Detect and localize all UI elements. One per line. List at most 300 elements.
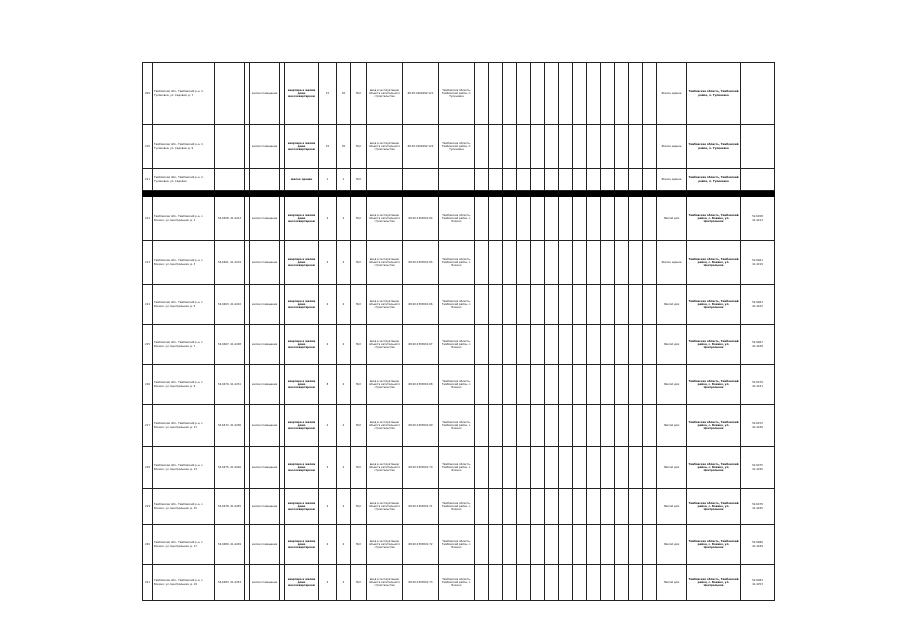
empty-cell bbox=[573, 169, 587, 191]
empty-cell bbox=[587, 525, 601, 565]
empty-cell bbox=[643, 325, 657, 365]
coordinates-cell: 52.6483, 41.4253 bbox=[215, 565, 245, 601]
unit-cell: М/2 bbox=[351, 241, 367, 285]
owner-cell: Тамбовская область, Тамбовский район, п. Тулиновка bbox=[687, 63, 741, 125]
row-number: 213 bbox=[143, 241, 153, 285]
empty-cell bbox=[503, 63, 517, 125]
latitude: 52.6470 bbox=[752, 381, 763, 385]
empty-cell bbox=[503, 285, 517, 325]
longitude: 41.4240 bbox=[752, 467, 763, 471]
empty-cell bbox=[475, 405, 489, 447]
location-cell: Тамбовская область, Тамбовский район, с. Бокино bbox=[439, 365, 475, 405]
object-type-cell: квартира в жилом доме многоквартирном bbox=[285, 447, 319, 489]
row-number: 211 bbox=[143, 169, 153, 191]
empty-cell bbox=[601, 169, 615, 191]
empty-cell bbox=[503, 197, 517, 241]
empty-cell bbox=[629, 405, 643, 447]
building-type-cell: Жилой дом bbox=[657, 405, 687, 447]
empty-cell bbox=[489, 565, 503, 601]
empty-cell bbox=[503, 365, 517, 405]
empty-cell bbox=[545, 285, 559, 325]
longitude: 41.4249 bbox=[752, 544, 763, 548]
cadastral-number-cell: 68:20:2303001:66 bbox=[403, 285, 439, 325]
basis-cell: ввод в эксплуатацию объекта капитального строительства bbox=[367, 197, 403, 241]
table-row bbox=[143, 525, 775, 565]
empty-cell bbox=[615, 447, 629, 489]
purpose-cell bbox=[250, 169, 280, 191]
empty-cell bbox=[545, 197, 559, 241]
row-number: 215 bbox=[143, 325, 153, 365]
object-type-cell: квартира в жилом доме многоквартирном bbox=[285, 365, 319, 405]
building-type-cell: Жилой дом bbox=[657, 285, 687, 325]
owner-cell: Тамбовская область, Тамбовский район, с. Бокино, ул. Центральная bbox=[687, 325, 741, 365]
location-cell: Тамбовская область, Тамбовский район, п. Тулиновка bbox=[439, 63, 475, 125]
basis-cell: ввод в эксплуатацию объекта капитального строительства bbox=[367, 63, 403, 125]
empty-cell bbox=[629, 169, 643, 191]
empty-cell bbox=[545, 447, 559, 489]
building-type-cell: Жилой дом bbox=[657, 325, 687, 365]
registry-table bbox=[142, 62, 775, 601]
empty-cell bbox=[615, 197, 629, 241]
empty-cell bbox=[475, 525, 489, 565]
row-number: 214 bbox=[143, 285, 153, 325]
empty-cell bbox=[629, 241, 643, 285]
empty-cell bbox=[587, 405, 601, 447]
address-cell: Тамбовская обл., Тамбовский р-н, с. Бокино, ул. Центральная, д. 3 bbox=[153, 241, 215, 285]
empty-cell bbox=[629, 325, 643, 365]
purpose-cell: жилое помещение bbox=[250, 285, 280, 325]
empty-cell bbox=[475, 285, 489, 325]
address-cell: Тамбовская обл., Тамбовский р-н, с. Бокино, ул. Центральная, д. 13 bbox=[153, 447, 215, 489]
empty-cell bbox=[601, 489, 615, 525]
cadastral-number-cell: 68:20:2404002:122 bbox=[403, 125, 439, 169]
empty-cell bbox=[503, 169, 517, 191]
empty-cell bbox=[615, 63, 629, 125]
empty-cell bbox=[587, 565, 601, 601]
geo-cell bbox=[741, 63, 775, 125]
empty-cell bbox=[545, 489, 559, 525]
address-cell: Тамбовская обл., Тамбовский р-н, с. Бокино, ул. Центральная, д. 15 bbox=[153, 489, 215, 525]
empty-cell bbox=[517, 169, 531, 191]
empty-cell bbox=[629, 197, 643, 241]
unit-cell: М/2 bbox=[351, 197, 367, 241]
empty-cell bbox=[629, 63, 643, 125]
empty-cell bbox=[475, 63, 489, 125]
empty-cell bbox=[531, 125, 545, 169]
empty-cell bbox=[629, 525, 643, 565]
building-type-cell: Жилой дом bbox=[657, 565, 687, 601]
empty-cell bbox=[475, 365, 489, 405]
location-cell: Тамбовская область, Тамбовский район, с. Бокино bbox=[439, 325, 475, 365]
empty-cell bbox=[531, 447, 545, 489]
empty-cell bbox=[517, 525, 531, 565]
empty-cell bbox=[629, 489, 643, 525]
coordinates-cell: 52.6470, 41.4231 bbox=[215, 365, 245, 405]
building-type-cell: Жилое здание bbox=[657, 63, 687, 125]
count-a-cell: 2 bbox=[319, 325, 337, 365]
basis-cell: ввод в эксплуатацию объекта капитального строительства bbox=[367, 125, 403, 169]
empty-cell bbox=[517, 447, 531, 489]
purpose-cell: жилое помещение bbox=[250, 125, 280, 169]
table-row bbox=[143, 447, 775, 489]
location-cell: Тамбовская область, Тамбовский район, с. Бокино bbox=[439, 565, 475, 601]
count-a-cell: 1 bbox=[319, 169, 337, 191]
geo-cell bbox=[741, 525, 775, 565]
object-type-cell: квартира в жилом доме многоквартирном bbox=[285, 565, 319, 601]
geo-cell bbox=[741, 197, 775, 241]
table-row bbox=[143, 197, 775, 241]
object-type-cell: квартира в жилом доме многоквартирном bbox=[285, 63, 319, 125]
empty-cell bbox=[531, 63, 545, 125]
empty-cell bbox=[643, 63, 657, 125]
count-a-cell: 2 bbox=[319, 489, 337, 525]
empty-cell bbox=[601, 63, 615, 125]
coordinates-cell: 52.6463, 41.4222 bbox=[215, 285, 245, 325]
count-a-cell: 2 bbox=[319, 241, 337, 285]
owner-cell: Тамбовская область, Тамбовский район, с. Бокино, ул. Центральная bbox=[687, 197, 741, 241]
count-b-cell: 4 bbox=[337, 241, 351, 285]
coordinates-cell: 52.6472, 41.4236 bbox=[215, 405, 245, 447]
row-number: 217 bbox=[143, 405, 153, 447]
unit-cell: М/2 bbox=[351, 285, 367, 325]
object-type-cell: квартира в жилом доме многоквартирном bbox=[285, 241, 319, 285]
empty-cell bbox=[615, 489, 629, 525]
table-row bbox=[143, 125, 775, 169]
empty-cell bbox=[489, 325, 503, 365]
owner-cell: Тамбовская область, Тамбовский район, с. Бокино, ул. Центральная bbox=[687, 405, 741, 447]
unit-cell: М/2 bbox=[351, 125, 367, 169]
coordinates-cell: 52.6475, 41.4240 bbox=[215, 447, 245, 489]
cadastral-number-cell: 68:20:2303001:71 bbox=[403, 489, 439, 525]
address-cell: Тамбовская обл., Тамбовский р-н, с. Бокино, ул. Центральная, д. 11 bbox=[153, 405, 215, 447]
empty-cell bbox=[489, 447, 503, 489]
empty-cell bbox=[629, 447, 643, 489]
table-row bbox=[143, 285, 775, 325]
building-type-cell: Жилое здание bbox=[657, 241, 687, 285]
empty-cell bbox=[559, 125, 573, 169]
row-number: 220 bbox=[143, 525, 153, 565]
latitude: 52.6475 bbox=[752, 464, 763, 468]
empty-cell bbox=[475, 169, 489, 191]
building-type-cell: Жилой дом bbox=[657, 525, 687, 565]
unit-cell: М/2 bbox=[351, 489, 367, 525]
empty-cell bbox=[531, 525, 545, 565]
empty-cell bbox=[573, 241, 587, 285]
empty-cell bbox=[615, 525, 629, 565]
unit-cell: М/2 bbox=[351, 63, 367, 125]
geo-cell bbox=[741, 169, 775, 191]
count-b-cell: 2 bbox=[337, 489, 351, 525]
building-type-cell: Жилой дом bbox=[657, 447, 687, 489]
table-row bbox=[143, 169, 775, 191]
empty-cell bbox=[601, 405, 615, 447]
count-b-cell: 45 bbox=[337, 125, 351, 169]
building-type-cell: Жилое здание bbox=[657, 125, 687, 169]
geo-cell bbox=[741, 325, 775, 365]
empty-cell bbox=[531, 325, 545, 365]
empty-cell bbox=[573, 125, 587, 169]
empty-cell bbox=[559, 565, 573, 601]
empty-cell bbox=[531, 241, 545, 285]
coordinates-cell: 52.6458, 41.4213 bbox=[215, 197, 245, 241]
count-b-cell: 2 bbox=[337, 325, 351, 365]
empty-cell bbox=[587, 365, 601, 405]
geo-cell bbox=[741, 565, 775, 601]
empty-cell bbox=[489, 169, 503, 191]
count-b-cell: 2 bbox=[337, 365, 351, 405]
basis-cell: ввод в эксплуатацию объекта капитального строительства bbox=[367, 525, 403, 565]
empty-cell bbox=[475, 447, 489, 489]
empty-cell bbox=[517, 285, 531, 325]
building-type-cell: Жилое здание bbox=[657, 169, 687, 191]
unit-cell: М/2 bbox=[351, 325, 367, 365]
empty-cell bbox=[643, 447, 657, 489]
address-cell: Тамбовская обл., Тамбовский р-н, п. Тулиновка, ул. Садовая, д. 9 bbox=[153, 125, 215, 169]
empty-cell bbox=[559, 241, 573, 285]
empty-cell bbox=[587, 197, 601, 241]
empty-cell bbox=[615, 125, 629, 169]
empty-cell bbox=[559, 325, 573, 365]
purpose-cell: жилое помещение bbox=[250, 325, 280, 365]
latitude: 52.6467 bbox=[752, 341, 763, 345]
purpose-cell: жилое помещение bbox=[250, 365, 280, 405]
cadastral-number-cell: 68:20:2303001:70 bbox=[403, 447, 439, 489]
empty-cell bbox=[559, 63, 573, 125]
longitude: 41.4213 bbox=[752, 218, 763, 222]
location-cell bbox=[439, 169, 475, 191]
empty-cell bbox=[615, 405, 629, 447]
empty-cell bbox=[489, 63, 503, 125]
basis-cell: ввод в эксплуатацию объекта капитального строительства bbox=[367, 489, 403, 525]
basis-cell: ввод в эксплуатацию объекта капитального строительства bbox=[367, 405, 403, 447]
empty-cell bbox=[573, 285, 587, 325]
unit-cell: М/2 bbox=[351, 365, 367, 405]
empty-cell bbox=[545, 325, 559, 365]
table-row bbox=[143, 241, 775, 285]
empty-cell bbox=[601, 325, 615, 365]
empty-cell bbox=[587, 169, 601, 191]
basis-cell: ввод в эксплуатацию объекта капитального строительства bbox=[367, 447, 403, 489]
empty-cell bbox=[643, 285, 657, 325]
empty-cell bbox=[601, 285, 615, 325]
object-type-cell: жилое здание bbox=[285, 169, 319, 191]
purpose-cell: жилое помещение bbox=[250, 63, 280, 125]
location-cell: Тамбовская область, Тамбовский район, с. Бокино bbox=[439, 197, 475, 241]
empty-cell bbox=[573, 325, 587, 365]
empty-cell bbox=[517, 241, 531, 285]
unit-cell: М/2 bbox=[351, 447, 367, 489]
building-type-cell: Жилой дом bbox=[657, 197, 687, 241]
count-a-cell: 2 bbox=[319, 197, 337, 241]
empty-cell bbox=[615, 241, 629, 285]
latitude: 52.6461 bbox=[752, 259, 763, 263]
location-cell: Тамбовская область, Тамбовский район, с. Бокино bbox=[439, 447, 475, 489]
empty-cell bbox=[587, 63, 601, 125]
count-b-cell: 2 bbox=[337, 565, 351, 601]
empty-cell bbox=[531, 489, 545, 525]
building-type-cell: Жилой дом bbox=[657, 365, 687, 405]
row-number: 219 bbox=[143, 489, 153, 525]
table-row bbox=[143, 325, 775, 365]
purpose-cell: жилое помещение bbox=[250, 241, 280, 285]
unit-cell: М/2 bbox=[351, 169, 367, 191]
object-type-cell: квартира в жилом доме многоквартирном bbox=[285, 125, 319, 169]
row-number: 210 bbox=[143, 125, 153, 169]
location-cell: Тамбовская область, Тамбовский район, с. Бокино bbox=[439, 489, 475, 525]
empty-cell bbox=[489, 525, 503, 565]
purpose-cell: жилое помещение bbox=[250, 447, 280, 489]
geo-cell bbox=[741, 241, 775, 285]
empty-cell bbox=[615, 285, 629, 325]
coordinates-cell bbox=[215, 63, 245, 125]
location-cell: Тамбовская область, Тамбовский район, с. Бокино bbox=[439, 241, 475, 285]
count-a-cell: 8 bbox=[319, 365, 337, 405]
empty-cell bbox=[601, 197, 615, 241]
empty-cell bbox=[587, 325, 601, 365]
longitude: 41.4228 bbox=[752, 344, 763, 348]
empty-cell bbox=[475, 565, 489, 601]
geo-cell bbox=[741, 365, 775, 405]
count-b-cell: 2 bbox=[337, 447, 351, 489]
count-a-cell: 15 bbox=[319, 125, 337, 169]
empty-cell bbox=[531, 405, 545, 447]
latitude: 52.6463 bbox=[752, 301, 763, 305]
purpose-cell: жилое помещение bbox=[250, 405, 280, 447]
purpose-cell: жилое помещение bbox=[250, 525, 280, 565]
address-cell: Тамбовская обл., Тамбовский р-н, с. Бокино, ул. Центральная, д. 9 bbox=[153, 365, 215, 405]
empty-cell bbox=[545, 169, 559, 191]
cadastral-number-cell: 68:20:2303001:69 bbox=[403, 405, 439, 447]
empty-cell bbox=[503, 405, 517, 447]
empty-cell bbox=[517, 125, 531, 169]
empty-cell bbox=[475, 489, 489, 525]
registry-sheet bbox=[142, 62, 770, 588]
coordinates-cell: 52.6461, 41.4219 bbox=[215, 241, 245, 285]
empty-cell bbox=[531, 565, 545, 601]
empty-cell bbox=[573, 447, 587, 489]
empty-cell bbox=[503, 447, 517, 489]
longitude: 41.4236 bbox=[752, 425, 763, 429]
count-a-cell: 15 bbox=[319, 63, 337, 125]
basis-cell: ввод в эксплуатацию объекта капитального строительства bbox=[367, 285, 403, 325]
empty-cell bbox=[559, 285, 573, 325]
row-number: 221 bbox=[143, 565, 153, 601]
empty-cell bbox=[629, 125, 643, 169]
empty-cell bbox=[573, 405, 587, 447]
empty-cell bbox=[573, 365, 587, 405]
address-cell: Тамбовская обл., Тамбовский р-н, п. Тулиновка, ул. Садовая, д. 7 bbox=[153, 63, 215, 125]
object-type-cell: квартира в жилом доме многоквартирном bbox=[285, 489, 319, 525]
longitude: 41.4222 bbox=[752, 304, 763, 308]
empty-cell bbox=[559, 525, 573, 565]
basis-cell: ввод в эксплуатацию объекта капитального строительства bbox=[367, 325, 403, 365]
geo-cell bbox=[741, 447, 775, 489]
empty-cell bbox=[517, 325, 531, 365]
empty-cell bbox=[643, 565, 657, 601]
unit-cell: М/2 bbox=[351, 405, 367, 447]
empty-cell bbox=[531, 285, 545, 325]
empty-cell bbox=[643, 365, 657, 405]
cadastral-number-cell bbox=[403, 169, 439, 191]
table-row bbox=[143, 489, 775, 525]
empty-cell bbox=[629, 285, 643, 325]
empty-cell bbox=[517, 365, 531, 405]
empty-cell bbox=[559, 197, 573, 241]
empty-cell bbox=[517, 405, 531, 447]
latitude: 52.6483 bbox=[752, 579, 763, 583]
empty-cell bbox=[475, 197, 489, 241]
coordinates-cell: 52.6467, 41.4228 bbox=[215, 325, 245, 365]
basis-cell: ввод в эксплуатацию объекта капитального строительства bbox=[367, 565, 403, 601]
empty-cell bbox=[517, 63, 531, 125]
object-type-cell: квартира в жилом доме многоквартирном bbox=[285, 285, 319, 325]
empty-cell bbox=[503, 125, 517, 169]
latitude: 52.6478 bbox=[752, 503, 763, 507]
empty-cell bbox=[643, 405, 657, 447]
empty-cell bbox=[489, 405, 503, 447]
geo-cell bbox=[741, 489, 775, 525]
empty-cell bbox=[475, 241, 489, 285]
table-row bbox=[143, 565, 775, 601]
empty-cell bbox=[475, 125, 489, 169]
empty-cell bbox=[475, 325, 489, 365]
purpose-cell: жилое помещение bbox=[250, 489, 280, 525]
geo-cell bbox=[741, 405, 775, 447]
object-type-cell: квартира в жилом доме многоквартирном bbox=[285, 405, 319, 447]
cadastral-number-cell: 68:20:2303001:67 bbox=[403, 325, 439, 365]
row-number: 216 bbox=[143, 365, 153, 405]
object-type-cell: квартира в жилом доме многоквартирном bbox=[285, 325, 319, 365]
empty-cell bbox=[629, 565, 643, 601]
empty-cell bbox=[489, 241, 503, 285]
address-cell: Тамбовская обл., Тамбовский р-н, с. Бокино, ул. Центральная, д. 1 bbox=[153, 197, 215, 241]
building-type-cell: Жилой дом bbox=[657, 489, 687, 525]
empty-cell bbox=[587, 241, 601, 285]
owner-cell: Тамбовская область, Тамбовский район, с. Бокино, ул. Центральная bbox=[687, 447, 741, 489]
basis-cell: ввод в эксплуатацию объекта капитального строительства bbox=[367, 241, 403, 285]
longitude: 41.4245 bbox=[752, 506, 763, 510]
empty-cell bbox=[503, 525, 517, 565]
empty-cell bbox=[545, 241, 559, 285]
empty-cell bbox=[573, 525, 587, 565]
table-row bbox=[143, 365, 775, 405]
owner-cell: Тамбовская область, Тамбовский район, с. Бокино, ул. Центральная bbox=[687, 525, 741, 565]
basis-cell: ввод в эксплуатацию объекта капитального строительства bbox=[367, 365, 403, 405]
empty-cell bbox=[559, 447, 573, 489]
purpose-cell: жилое помещение bbox=[250, 197, 280, 241]
address-cell: Тамбовская обл., Тамбовский р-н, п. Тулиновка, ул. Садовая bbox=[153, 169, 215, 191]
cadastral-number-cell: 68:20:2303001:68 bbox=[403, 365, 439, 405]
latitude: 52.6472 bbox=[752, 422, 763, 426]
empty-cell bbox=[643, 489, 657, 525]
empty-cell bbox=[601, 565, 615, 601]
latitude: 52.6458 bbox=[752, 215, 763, 219]
empty-cell bbox=[601, 525, 615, 565]
unit-cell: М/2 bbox=[351, 565, 367, 601]
empty-cell bbox=[545, 125, 559, 169]
empty-cell bbox=[531, 197, 545, 241]
owner-cell: Тамбовская область, Тамбовский район, с. Бокино, ул. Центральная bbox=[687, 241, 741, 285]
empty-cell bbox=[503, 489, 517, 525]
count-b-cell: 2 bbox=[337, 405, 351, 447]
cadastral-number-cell: 68:20:2303001:64 bbox=[403, 197, 439, 241]
empty-cell bbox=[643, 197, 657, 241]
purpose-cell: жилое помещение bbox=[250, 565, 280, 601]
registry-table-body bbox=[143, 63, 775, 601]
empty-cell bbox=[573, 565, 587, 601]
empty-cell bbox=[517, 565, 531, 601]
empty-cell bbox=[545, 405, 559, 447]
